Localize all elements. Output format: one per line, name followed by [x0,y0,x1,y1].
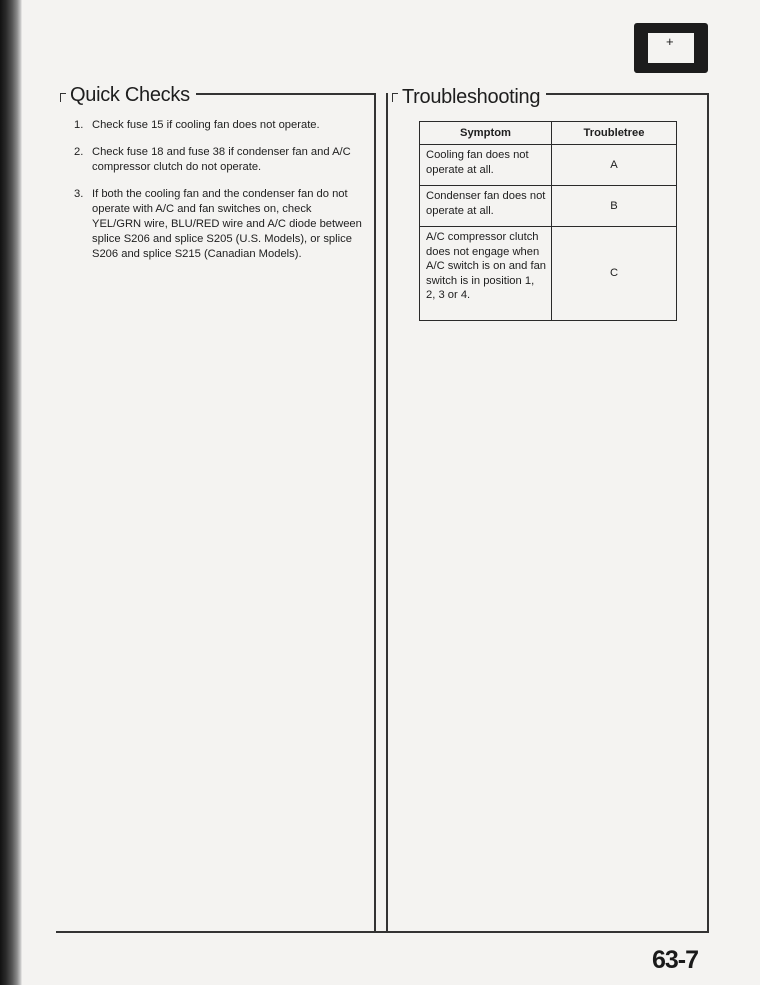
symptom-cell: Condenser fan does not operate at all. [420,186,552,227]
book-binding-shadow [0,0,22,985]
troubleshooting-left-rule [386,93,388,933]
symptom-column-header: Symptom [420,122,552,145]
quick-checks-right-rule [374,93,376,931]
symptom-cell: A/C compressor clutch does not engage when A/C switch is on and fan switch is in position 1, 2, 3 or 4. [420,227,552,321]
troubleshooting-right-rule [707,93,709,933]
troubleshooting-table [419,121,677,321]
troubletree-cell: B [552,186,677,227]
list-item-number: 1. [74,119,84,131]
battery-minus-symbol: − [694,34,702,49]
battery-plus-symbol: + [666,34,674,49]
quick-checks-list [74,118,362,274]
battery-icon [634,23,708,73]
page-bottom-rule [56,931,708,933]
quick-checks-title: Quick Checks [66,83,196,107]
table-row [420,145,677,186]
troubleshooting-top-rule [535,93,709,95]
list-item-text: Check fuse 18 and fuse 38 if condenser fan and A/C compressor clutch do not operate. [92,146,351,173]
page-number: 63-7 [652,946,699,974]
list-item-text: If both the cooling fan and the condenser fan do not operate with A/C and fan switches on, check YEL/GRN wire, BLU/RED wire and A/C diode between splice S206 and splice S205 (U.S. Models), or splice S206 and splice S215 (Canadian Models). [92,188,362,260]
troubletree-column-header: Troubletree [552,122,677,145]
troubleshooting-title: Troubleshooting [398,85,546,109]
list-item-number: 3. [74,188,84,200]
symptom-cell: Cooling fan does not operate at all. [420,145,552,186]
quick-checks-top-rule [188,93,375,95]
list-item-text: Check fuse 15 if cooling fan does not operate. [92,119,320,131]
table-header-row [420,122,677,145]
list-item-number: 2. [74,146,84,158]
troubletree-cell: C [552,227,677,321]
battery-cell [648,33,702,63]
list-item [74,187,362,262]
table-row [420,227,677,321]
table-row [420,186,677,227]
troubletree-cell: A [552,145,677,186]
list-item [74,118,362,133]
list-item [74,145,362,175]
